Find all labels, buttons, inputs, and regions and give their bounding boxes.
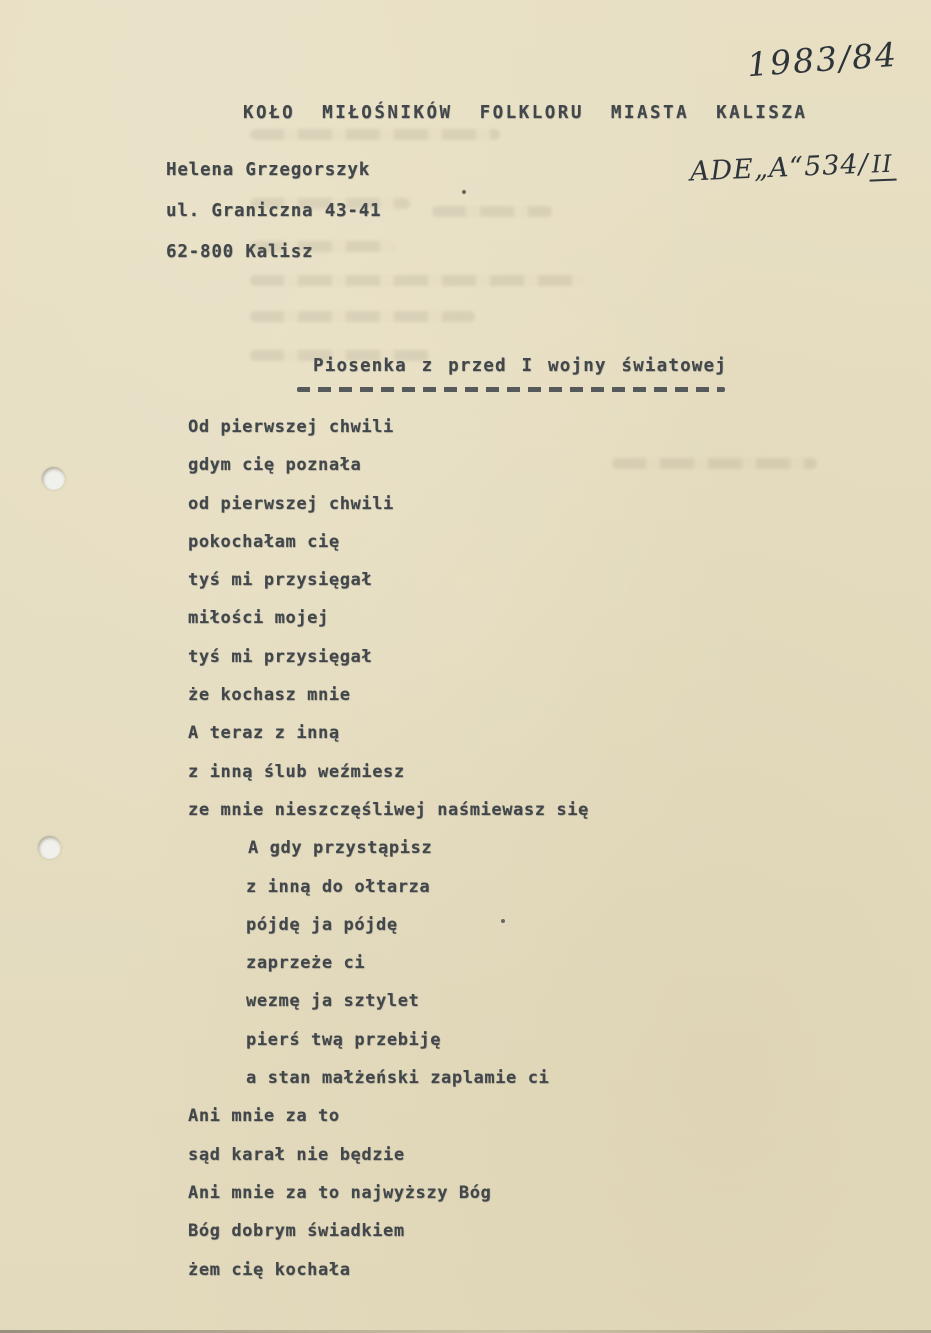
- poem-line: pokochałam cię: [188, 531, 340, 552]
- poem-line: Bóg dobrym świadkiem: [188, 1221, 405, 1242]
- poem-line: pierś twą przebiję: [246, 1029, 442, 1050]
- poem-line: od pierwszej chwili: [188, 493, 394, 514]
- poem-line: że kochasz mnie: [188, 685, 351, 706]
- ghost-text-artifact: [612, 458, 817, 469]
- contributor-city: 62-800 Kalisz: [166, 242, 314, 262]
- poem-line: gdym cię poznała: [188, 455, 362, 476]
- poem-line: tyś mi przysięgał: [188, 646, 373, 667]
- song-title: Piosenka z przed I wojny światowej: [313, 356, 728, 376]
- ghost-text-artifact: [250, 129, 500, 140]
- ghost-text-artifact: [432, 206, 552, 217]
- poem-line: Od pierwszej chwili: [188, 417, 394, 437]
- poem: [188, 417, 589, 1298]
- poem-line: ze mnie nieszczęśliwej naśmiewasz się: [188, 799, 589, 820]
- ghost-text-artifact: [250, 241, 395, 252]
- poem-line: miłości mojej: [188, 608, 329, 629]
- archive-reference-roman-numeral: II: [868, 150, 896, 182]
- title-dashed-underline: [297, 387, 725, 392]
- poem-line: wezmę ja sztylet: [246, 991, 420, 1012]
- poem-line: Ani mnie za to najwyższy Bóg: [188, 1182, 492, 1203]
- handwritten-archive-reference: [689, 148, 896, 190]
- ink-speck: [501, 919, 505, 923]
- contributor-block: [166, 160, 381, 283]
- poem-line: z inną do ołtarza: [246, 876, 431, 897]
- poem-line: żem cię kochała: [188, 1259, 351, 1280]
- punch-hole-top: [42, 467, 65, 490]
- poem-line: tyś mi przysięgał: [188, 570, 373, 591]
- punch-hole-bottom: [38, 836, 61, 859]
- poem-line: pójdę ja pójdę: [246, 914, 398, 935]
- ghost-text-artifact: [250, 198, 410, 209]
- ghost-text-artifact: [250, 275, 585, 286]
- poem-line: z inną ślub weźmiesz: [188, 761, 405, 782]
- poem-line: A gdy przystąpisz: [248, 838, 433, 859]
- organization-header: KOŁO MIŁOŚNIKÓW FOLKLORU MIASTA KALISZA: [243, 103, 808, 123]
- poem-line: zaprzeże ci: [246, 953, 366, 974]
- poem-line: a stan małżeński zaplamie ci: [246, 1068, 550, 1089]
- contributor-name: Helena Grzegorszyk: [166, 160, 371, 180]
- poem-line: A teraz z inną: [188, 723, 340, 744]
- contributor-street: ul. Graniczna 43-41: [166, 201, 382, 221]
- poem-line: Ani mnie za to: [188, 1106, 340, 1127]
- archive-reference-text: ADE„A“534/: [689, 148, 870, 188]
- ghost-text-artifact: [250, 350, 430, 361]
- poem-line: sąd karał nie będzie: [188, 1144, 405, 1165]
- handwritten-year-note: 1983/84: [745, 34, 900, 85]
- ghost-text-artifact: [250, 311, 475, 322]
- ink-speck: [462, 190, 466, 194]
